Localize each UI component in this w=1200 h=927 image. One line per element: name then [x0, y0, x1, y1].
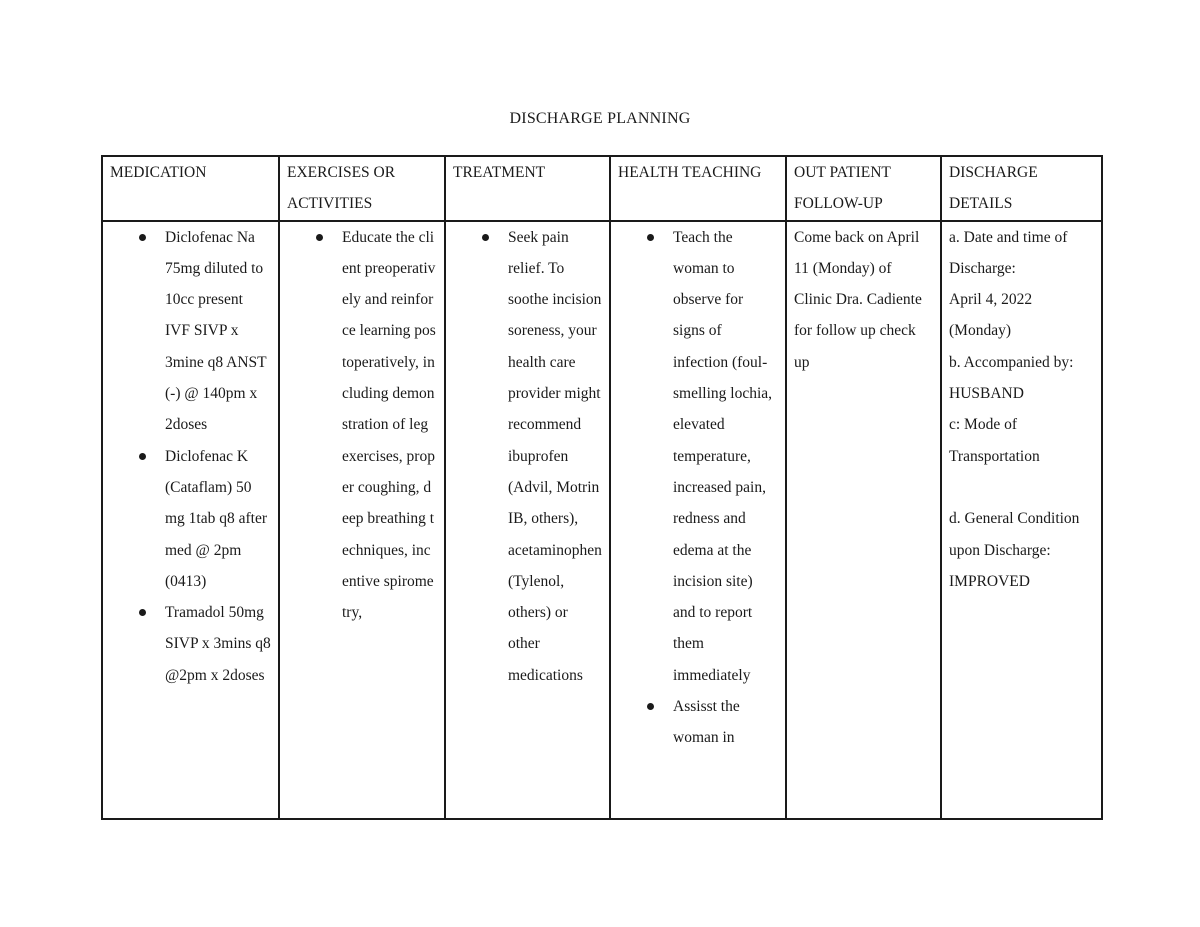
discharge-spacer [949, 472, 1094, 503]
discharge-condition-value: IMPROVED [949, 572, 1030, 590]
content-row [102, 221, 1102, 819]
header-medication: MEDICATION [102, 156, 279, 221]
treatment-list [453, 222, 602, 691]
discharge-accompanied: b. Accompanied by: HUSBAND [949, 353, 1074, 403]
health-teaching-cell [610, 221, 786, 819]
exercises-item: Educate the client preoperatively and reinforce learning postoperatively, including demonstration of leg exercises, proper coughing, deep breathing techniques, incentive spirometry, [342, 222, 437, 629]
header-discharge: DISCHARGE DETAILS [941, 156, 1102, 221]
health-teaching-item: Assisst the woman in [673, 691, 778, 754]
health-teaching-item: Teach the woman to observe for signs of infection (foul-smelling lochia, elevated temperature, increased pain, redness and edema at the incision site) and to report them immediately [673, 222, 778, 691]
medication-list [110, 222, 271, 691]
health-teaching-list [618, 222, 778, 754]
medication-item: Tramadol 50mg SIVP x 3mins q8 @2pm x 2doses [165, 597, 271, 691]
discharge-date-label: a. Date and time of Discharge: [949, 228, 1068, 277]
medication-item: Diclofenac Na 75mg diluted to 10cc present IVF SIVP x 3mine q8 ANST (-) @ 140pm x 2doses [165, 222, 271, 441]
discharge-date-value: April 4, 2022 (Monday) [949, 291, 1033, 340]
header-health-teaching: HEALTH TEACHING [610, 156, 786, 221]
exercises-cell [279, 221, 445, 819]
discharge-condition-label: d. General Condition upon Discharge: [949, 510, 1080, 559]
follow-up-text: Come back on April 11 (Monday) of Clinic Dra. Cadiente for follow up check up [794, 228, 922, 371]
header-exercises: EXERCISES OR ACTIVITIES [279, 156, 445, 221]
exercises-list [287, 222, 437, 629]
discharge-transport: c: Mode of Transportation [949, 416, 1040, 465]
header-treatment: TREATMENT [445, 156, 610, 221]
treatment-item: Seek pain relief. To soothe incision soreness, your health care provider might recommend ibuprofen (Advil, Motrin IB, others), acetaminophen (Tylenol, others) or other medications [508, 222, 602, 691]
follow-up-cell [786, 221, 941, 819]
treatment-cell [445, 221, 610, 819]
medication-item: Diclofenac K (Cataflam) 50 mg 1tab q8 after med @ 2pm (0413) [165, 441, 271, 597]
document-title: DISCHARGE PLANNING [509, 110, 691, 127]
discharge-cell [941, 221, 1102, 819]
discharge-planning-table [101, 155, 1103, 820]
medication-cell [102, 221, 279, 819]
header-row [102, 156, 1102, 221]
header-follow-up: OUT PATIENT FOLLOW-UP [786, 156, 941, 221]
